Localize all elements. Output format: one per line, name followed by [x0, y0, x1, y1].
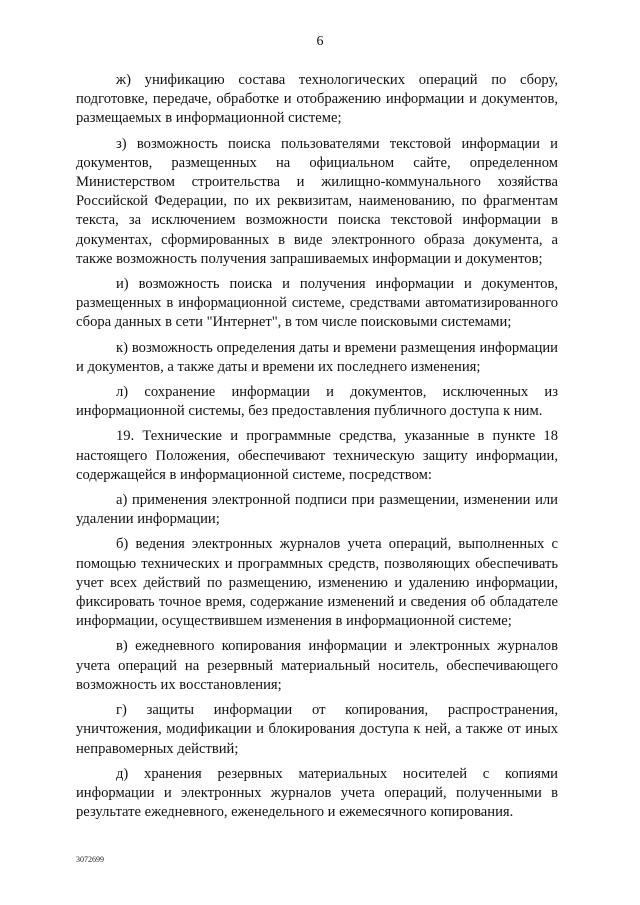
document-code: 3072699	[76, 855, 104, 864]
paragraph-z: з) возможность поиска пользователями текстовой информации и документов, размещенных на официальном сайте, определенном Министерством строительства и жилищно-коммунального хозяйства Российской Федерации, по их реквизитам, наименованию, по фрагментам текста, за исключением возможности поиска текстовой информации в документах, сформированных в виде электронного образа документа, а также возможность получения запрашиваемых информации и документов;	[76, 135, 558, 267]
paragraph-i: и) возможность поиска и получения информации и документов, размещенных в информационной системе, средствами автоматизированного сбора данных в сети "Интернет", в том числе поисковыми системами;	[76, 276, 558, 331]
paragraph-zh: ж) унификацию состава технологических операций по сбору, подготовке, передаче, обработке и отображению информации и документов, размещаемых в информационной системе;	[76, 72, 558, 127]
paragraph-l: л) сохранение информации и документов, исключенных из информационной системы, без предоставления публичного доступа к ним.	[76, 384, 558, 420]
paragraph-g: г) защиты информации от копирования, распространения, уничтожения, модификации и блокирования доступа к ней, а также от иных неправомерных действий;	[76, 702, 558, 757]
paragraph-v: в) ежедневного копирования информации и электронных журналов учета операций на резервный материальный носитель, обеспечивающего возможность их восстановления;	[76, 638, 558, 693]
page-number: 6	[316, 34, 324, 49]
document-body	[76, 71, 558, 822]
paragraph-d: д) хранения резервных материальных носителей с копиями информации и электронных журналов учета операций, полученными в результате ежедневного, еженедельного и ежемесячного копирования.	[76, 765, 558, 821]
paragraph-b: б) ведения электронных журналов учета операций, выполненных с помощью технических и программных средств, позволяющих обеспечивать учет всех действий по размещению, изменению и удалению информации, фиксировать точное время, содержание изменений и сведения об обладателе информации, осуществившем изменения в информационной системе;	[76, 536, 558, 630]
paragraph-a: а) применения электронной подписи при размещении, изменении или удалении информации;	[76, 492, 558, 528]
paragraph-k: к) возможность определения даты и времени размещения информации и документов, а также даты и времени их последнего изменения;	[76, 339, 558, 375]
paragraph-19: 19. Технические и программные средства, указанные в пункте 18 настоящего Положения, обеспечивают техническую защиту информации, содержащейся в информационной системе, посредством:	[76, 428, 558, 483]
